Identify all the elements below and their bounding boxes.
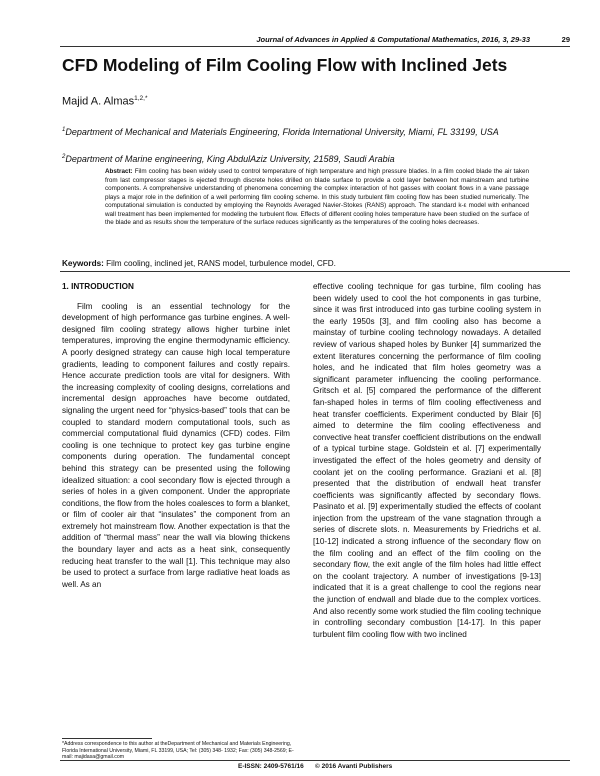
paper-title: CFD Modeling of Film Cooling Flow with Inclined Jets — [62, 55, 508, 75]
header-rule — [60, 46, 570, 47]
keywords-rule — [60, 271, 570, 272]
footer-issn: E-ISSN: 2409-5761/16 — [238, 763, 304, 770]
footer-publisher: © 2016 Avanti Publishers — [315, 763, 393, 770]
intro-paragraph-left: Film cooling is an essential technology for the development of high performance gas turbine engines. A well-designed film cooling strategy allows higher turbine inlet temperatures, improving the engine thermodynamic efficiency. A poorly designed strategy can cause high local temperature gradients, leading to component failures and costly repairs. Hence accurate prediction tools are vital for designers. With the increasing complexity of cooling designs, correlations and incremental design approaches have become outdated, signaling the urgent need for “physics-based” tools that can be coupled to standard modern computational tools, such as commercial computational fluid dynamics (CFD) codes. Film cooling is one technique to protect key gas turbine engine components during operation. The fundamental concept behind this strategy can be presented using the following idealized situation: a cool secondary flow is ejected through a series of holes in a given component. Under the appropriate conditions, the flow from the holes coalesces to form a blanket, or film of cooler air that “insulates” the component from an extremely hot mainstream flow. Another expectation is that the addition of “thermal mass” near the wall via blowing thickens the boundary layer and acts as a heat sink, consequently reducing heat transfer to the wall [1]. This technique may also be used to protect a surface from large radiative heat loads as well. As an — [62, 301, 291, 589]
author-line — [62, 95, 148, 108]
footer-rule — [60, 760, 570, 761]
page-number: 29 — [561, 35, 570, 44]
affiliation-1 — [62, 124, 542, 138]
author-marks: 1,2,* — [134, 95, 148, 102]
author-name: Majid A. Almas — [62, 95, 135, 108]
abstract — [105, 168, 529, 228]
footnote-rule — [62, 738, 152, 739]
section-heading: 1. INTRODUCTION — [62, 282, 134, 291]
affiliation-2-text: Department of Marine engineering, King AbdulAziz University, 21589, Saudi Arabia — [65, 154, 395, 164]
abstract-label: Abstract: — [105, 168, 133, 175]
keywords-text: Film cooling, inclined jet, RANS model, turbulence model, CFD. — [106, 259, 336, 268]
affiliation-2 — [62, 151, 542, 165]
affiliation-2-mark: 2 — [62, 154, 66, 160]
journal-citation: Journal of Advances in Applied & Computational Mathematics, 2016, 3, 29-33 — [256, 35, 530, 44]
abstract-text: Film cooling has been widely used to control temperature of high temperature and high pressure blades. In a film cooled blade the air taken from last compressor stages is ejected through discrete holes drilled on blade surface to provide a cold layer between hot mainstream and turbine components. A comprehensive understanding of phenomena concerning the complex interaction of hot gasses with coolant flows in a vane passage plays a major role in the definition of a well performing film cooling scheme. In this study turbulent film cooling flow has been studied numerically. The computational simulation is conducted by employing the Reynolds Averaged Navier-Stokes (RANS) approach. The standard k-ε model with enhanced wall treatment has been implemented for modeling the turbulent flow. Effects of different cooling holes temperature have been studied on the surface of the blade and as results show the temperature of the surface reduces significantly as the temperatures of the cooling holes decreases. — [105, 168, 529, 226]
keywords — [62, 259, 336, 268]
left-column — [62, 281, 290, 590]
intro-paragraph-right: effective cooling technique for gas turbine, film cooling has been widely used to cool the hot components in gas turbine, since it was first introduced into gas turbine cooling system in the early 1950s [3], and film cooling also has become a mainstay of turbine cooling technology nowadays. A detailed review of various shaped holes by Bunker [4] summarized the extent literatures concerning the performance of film cooling holes, and he indicated that film holes geometry was a significant parameter influencing the cooling performance. Gritsch et al. [5] compared the performance of the different fan-shaped holes in terms of film cooling effectiveness and heat transfer coefficients. Experiment conducted by Blair [6] aimed to determine the film cooling effectiveness and convective heat transfer coefficient distributions on the endwall of a typical turbine stage. Goldstein et al. [7] experimentally investigated the effect of the holes geometry and density of coolant jet on the cooling performance. Graziani et al. [8] presented that the distribution of endwall heat transfer coefficients was significantly affected by secondary flows. Pasinato et al. [9] experimentally studied the effects of coolant injection from the upstream of the vane stagnation through a series of discrete slots. n. Measurements by Friedrichs et al. [10-12] indicated a strong influence of the secondary flow on the film cooling and an effect of the film cooling on the secondary flow, the exit angle of the film holes had little effect on the coolant trajectory. A number of investigations [9-13] indicated that it is a great challenge to cool the regions near the junction of endwall and blade due to the complex vortices. And also recently some work studied the film cooling technique in controlling secondary combustion [14-17]. In this paper turbulent film cooling flow with two inclined — [313, 282, 542, 639]
affiliation-1-mark: 1 — [62, 127, 66, 133]
affiliation-1-text: Department of Mechanical and Materials Engineering, Florida International University, Miami, FL 33199, USA — [65, 127, 499, 137]
correspondence-footnote: *Address correspondence to this author at theDepartment of Mechanical and Materials Engineering, Florida International University, Miami, FL 33199, USA; Tel: (305) 348- 1932; Fax: (305) 348-2569; E-mail: majidasa@gmail.com — [62, 741, 294, 761]
keywords-label: Keywords: — [62, 259, 104, 268]
right-column — [313, 281, 541, 640]
